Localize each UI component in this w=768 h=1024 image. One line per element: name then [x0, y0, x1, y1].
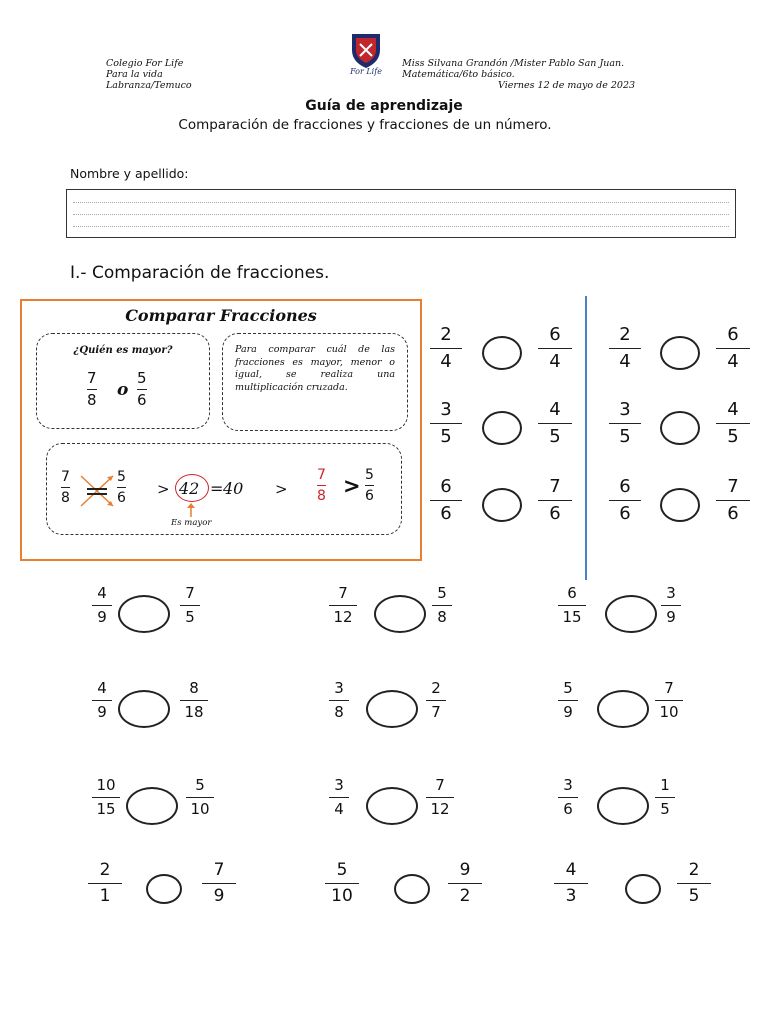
numerator: 7 [727, 476, 739, 497]
denominator: 6 [563, 800, 573, 818]
fraction-left [329, 586, 357, 625]
fraction-right [538, 478, 572, 523]
numerator: 5 [563, 679, 573, 697]
example-fraction-2: 5 6 [117, 469, 126, 506]
course-name: Matemática/6to básico. [402, 69, 515, 80]
fraction-left [558, 681, 578, 720]
numerator: 5 [437, 584, 447, 602]
denominator: 5 [185, 608, 195, 626]
question-text: ¿Quién es mayor? [73, 345, 173, 356]
school-logo [334, 30, 398, 76]
denominator: 6 [619, 503, 631, 524]
numerator: 5 [336, 860, 348, 880]
numerator: 7 [435, 776, 445, 794]
arrow-up-icon [183, 502, 199, 518]
denominator: 6 [440, 503, 452, 524]
answer-circle[interactable] [118, 690, 170, 728]
numerator: 3 [563, 776, 573, 794]
answer-circle[interactable] [366, 787, 418, 825]
numerator: 5 [195, 776, 205, 794]
example-product-1: 42 [179, 479, 200, 498]
denominator: 9 [97, 703, 107, 721]
numerator: 7 [213, 860, 225, 880]
example-greater-1: > [157, 480, 170, 498]
fraction-right [432, 586, 452, 625]
example-equals: = [210, 479, 224, 498]
fraction-right [716, 326, 750, 371]
question-box [36, 333, 210, 429]
denominator: 4 [440, 351, 452, 372]
fraction-left [88, 862, 122, 905]
fraction-left [430, 401, 462, 446]
answer-circle[interactable] [482, 488, 522, 522]
fraction-right [655, 681, 683, 720]
denominator: 8 [437, 608, 447, 626]
fraction-left [325, 862, 359, 905]
fraction-left [329, 681, 349, 720]
numerator: 7 [664, 679, 674, 697]
denominator: 10 [190, 800, 210, 818]
answer-circle[interactable] [126, 787, 178, 825]
fraction-right [448, 862, 482, 905]
denominator: 12 [430, 800, 450, 818]
numerator: 7 [185, 584, 195, 602]
numerator: 6 [619, 476, 631, 497]
question-fraction-1: 7 8 [87, 369, 97, 409]
denominator: 18 [184, 703, 204, 721]
numerator: 6 [549, 324, 561, 345]
denominator: 9 [563, 703, 573, 721]
fraction-left [609, 326, 641, 371]
fraction-right [716, 478, 750, 523]
numerator: 6 [727, 324, 739, 345]
denominator: 4 [727, 351, 739, 372]
answer-circle[interactable] [597, 690, 649, 728]
info-box [20, 299, 422, 561]
denominator: 4 [549, 351, 561, 372]
denominator: 3 [565, 886, 577, 906]
denominator: 1 [99, 886, 111, 906]
fraction-left [558, 586, 586, 625]
shield-icon [334, 30, 398, 76]
fraction-right [180, 681, 208, 720]
denominator: 5 [440, 426, 452, 447]
denominator: 5 [660, 800, 670, 818]
numerator: 7 [338, 584, 348, 602]
denominator: 9 [666, 608, 676, 626]
fraction-right [538, 326, 572, 371]
numerator: 4 [565, 860, 577, 880]
numerator: 3 [334, 679, 344, 697]
example-box [46, 443, 402, 535]
name-label: Nombre y apellido: [70, 166, 189, 181]
answer-circle[interactable] [374, 595, 426, 633]
example-greater-2: > [275, 480, 288, 498]
answer-circle[interactable] [660, 336, 700, 370]
answer-circle[interactable] [146, 874, 182, 904]
answer-circle[interactable] [597, 787, 649, 825]
numerator: 3 [619, 399, 631, 420]
denominator: 5 [688, 886, 700, 906]
school-location: Labranza/Temuco [106, 80, 192, 91]
fraction-right [202, 862, 236, 905]
numerator: 10 [96, 776, 116, 794]
numerator: 2 [431, 679, 441, 697]
denominator: 10 [659, 703, 679, 721]
numerator: 2 [619, 324, 631, 345]
column-divider [585, 296, 587, 580]
answer-circle[interactable] [625, 874, 661, 904]
fraction-right [186, 778, 214, 817]
numerator: 9 [459, 860, 471, 880]
explanation-box [222, 333, 408, 431]
fraction-right [426, 778, 454, 817]
answer-circle[interactable] [482, 411, 522, 445]
numerator: 8 [189, 679, 199, 697]
denominator: 2 [459, 886, 471, 906]
numerator: 6 [567, 584, 577, 602]
denominator: 15 [562, 608, 582, 626]
page-title: Guía de aprendizaje [305, 98, 463, 114]
denominator: 7 [431, 703, 441, 721]
teacher-info [402, 58, 624, 80]
fraction-right [716, 401, 750, 446]
numerator: 1 [660, 776, 670, 794]
example-product-2: 40 [223, 479, 244, 498]
result-fraction-2: 5 6 [365, 467, 374, 504]
denominator: 6 [727, 503, 739, 524]
numerator: 2 [99, 860, 111, 880]
answer-circle[interactable] [118, 595, 170, 633]
fraction-right [426, 681, 446, 720]
answer-circle[interactable] [482, 336, 522, 370]
cross-arrows-icon [77, 472, 119, 510]
answer-circle[interactable] [366, 690, 418, 728]
explanation-text: Para comparar cuál de las fracciones es mayor, menor o igual, se realiza una multiplicación cruzada. [235, 344, 395, 393]
denominator: 5 [549, 426, 561, 447]
denominator: 6 [549, 503, 561, 524]
denominator: 4 [619, 351, 631, 372]
fraction-left [92, 778, 120, 817]
page-subtitle: Comparación de fracciones y fracciones de un número. [178, 117, 552, 133]
result-greater: > [343, 474, 361, 498]
school-info [106, 58, 192, 91]
fraction-left [554, 862, 588, 905]
fraction-left [92, 586, 112, 625]
numerator: 4 [97, 584, 107, 602]
fraction-right [677, 862, 711, 905]
numerator: 7 [549, 476, 561, 497]
answer-circle[interactable] [660, 488, 700, 522]
denominator: 4 [334, 800, 344, 818]
numerator: 3 [440, 399, 452, 420]
info-box-title: Comparar Fracciones [125, 306, 317, 325]
answer-circle[interactable] [394, 874, 430, 904]
fraction-right [661, 586, 681, 625]
answer-circle[interactable] [660, 411, 700, 445]
denominator: 9 [213, 886, 225, 906]
result-fraction-1: 7 8 [317, 467, 326, 504]
fraction-right [655, 778, 675, 817]
fraction-left [609, 478, 641, 523]
denominator: 15 [96, 800, 116, 818]
numerator: 2 [440, 324, 452, 345]
numerator: 2 [688, 860, 700, 880]
denominator: 10 [331, 886, 353, 906]
date-text: Viernes 12 de mayo de 2023 [498, 80, 636, 91]
teacher-names: Miss Silvana Grandón /Mister Pablo San Juan. [402, 58, 625, 69]
fraction-left [430, 478, 462, 523]
question-or: o [117, 380, 129, 400]
denominator: 5 [619, 426, 631, 447]
school-motto: Para la vida [106, 69, 163, 80]
section-heading: I.- Comparación de fracciones. [70, 263, 330, 283]
es-mayor-label: Es mayor [171, 518, 212, 528]
numerator: 6 [440, 476, 452, 497]
numerator: 4 [97, 679, 107, 697]
question-fraction-2: 5 6 [137, 369, 147, 409]
school-name: Colegio For Life [106, 58, 184, 69]
example-fraction-1: 7 8 [61, 469, 70, 506]
denominator: 9 [97, 608, 107, 626]
denominator: 5 [727, 426, 739, 447]
logo-text: For Life [350, 67, 382, 76]
numerator: 4 [549, 399, 561, 420]
fraction-left [558, 778, 578, 817]
fraction-left [329, 778, 349, 817]
fraction-right [538, 401, 572, 446]
answer-circle[interactable] [605, 595, 657, 633]
numerator: 3 [334, 776, 344, 794]
fraction-left [609, 401, 641, 446]
name-input-box[interactable] [66, 189, 736, 238]
fraction-left [430, 326, 462, 371]
numerator: 4 [727, 399, 739, 420]
fraction-right [180, 586, 200, 625]
fraction-left [92, 681, 112, 720]
denominator: 12 [333, 608, 353, 626]
denominator: 8 [334, 703, 344, 721]
numerator: 3 [666, 584, 676, 602]
